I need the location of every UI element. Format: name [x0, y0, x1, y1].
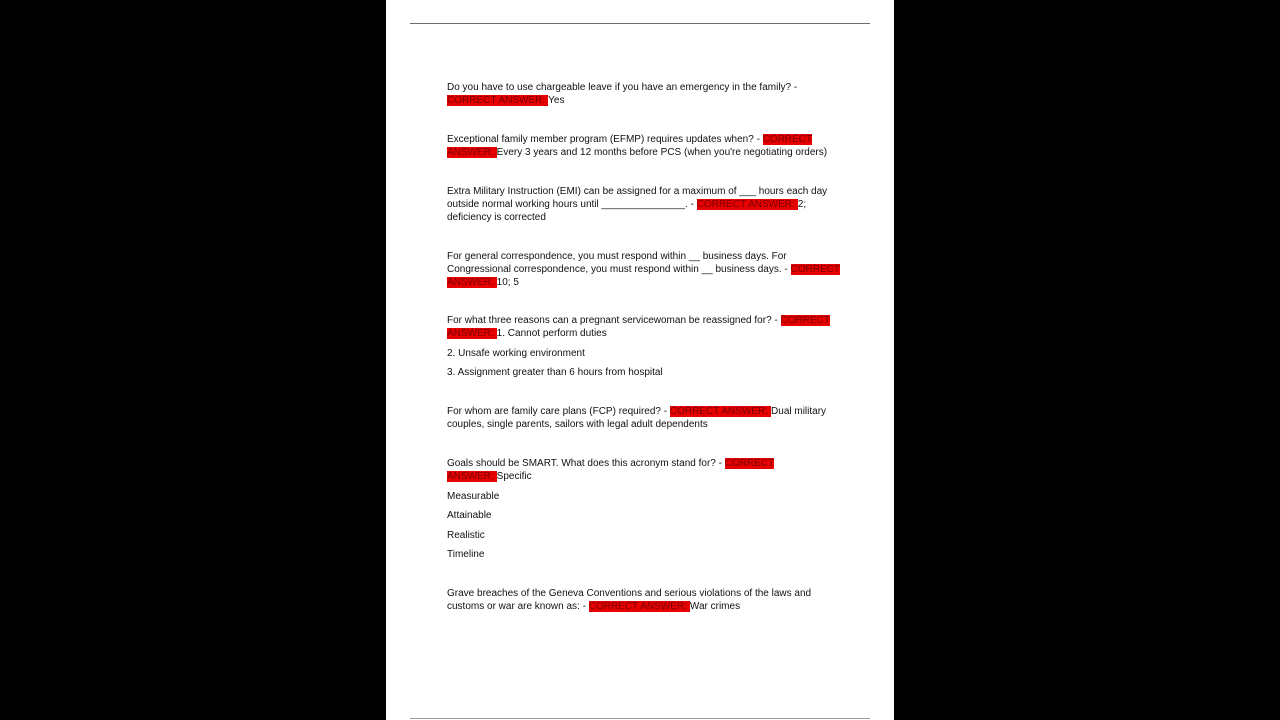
answer-line: Timeline	[447, 549, 485, 560]
answer-text: Specific	[496, 471, 532, 482]
question-text: Grave breaches of the Geneva Conventions and serious violations of the laws and customs or war are known as: - CORRECT ANSWER: War crimes	[447, 588, 812, 612]
question-text: Extra Military Instruction (EMI) can be assigned for a maximum of ___ hours each day outside normal working hours until _______________. - CORRECT ANSWER: 2; deficiency is corrected	[447, 186, 828, 223]
correct-answer-label: CORRECT ANSWER:	[447, 315, 830, 339]
top-divider	[410, 23, 870, 24]
correct-answer-label: CORRECT ANSWER:	[447, 134, 813, 158]
answer-text: Yes	[548, 95, 565, 106]
correct-answer-label: CORRECT ANSWER:	[697, 199, 798, 210]
question-text: Goals should be SMART. What does this acronym stand for? - CORRECT ANSWER: Specific	[447, 458, 775, 482]
qa-item-7	[447, 457, 847, 561]
answer-line: 3. Assignment greater than 6 hours from hospital	[447, 367, 663, 378]
answer-text: Dual military couples, single parents, sailors with legal adult dependents	[447, 406, 827, 430]
answer-line: 2. Unsafe working environment	[447, 347, 585, 359]
qa-item-4	[447, 250, 847, 289]
answer-line: Attainable	[447, 510, 492, 521]
qa-item-6	[447, 405, 847, 431]
correct-answer-label: CORRECT ANSWER:	[589, 601, 690, 612]
question-text: For what three reasons can a pregnant servicewoman be reassigned for? - CORRECT ANSWER: 1. Cannot perform duties	[447, 315, 830, 339]
answer-line: Measurable	[447, 490, 500, 502]
qa-item-3	[447, 185, 847, 224]
answer-line: Realistic	[447, 529, 485, 541]
qa-item-8	[447, 587, 847, 613]
question-text: Do you have to use chargeable leave if you have an emergency in the family? - CORRECT ANSWER: Yes	[447, 82, 798, 106]
correct-answer-label: CORRECT ANSWER:	[670, 406, 771, 417]
answer-text: 10; 5	[496, 277, 519, 288]
bottom-divider	[410, 718, 870, 719]
question-text: Exceptional family member program (EFMP) requires updates when? - CORRECT ANSWER: Every 3 years and 12 months before PCS (when you're negotiating orders)	[447, 134, 828, 158]
answer-text: 1. Cannot perform duties	[496, 328, 607, 339]
qa-item-2	[447, 133, 847, 159]
correct-answer-label: CORRECT ANSWER:	[447, 95, 548, 106]
question-text: For whom are family care plans (FCP) required? - CORRECT ANSWER: Dual military couples, single parents, sailors with legal adult dependents	[447, 406, 827, 430]
qa-item-1	[447, 81, 847, 107]
correct-answer-label: CORRECT ANSWER:	[447, 264, 840, 288]
answer-text: War crimes	[689, 601, 741, 612]
correct-answer-label: CORRECT ANSWER:	[447, 458, 775, 482]
question-text: For general correspondence, you must respond within __ business days. For Congressional correspondence, you must respond within __ business days. - CORRECT ANSWER: 10; 5	[447, 251, 840, 288]
answer-text: Every 3 years and 12 months before PCS (when you're negotiating orders)	[496, 147, 828, 158]
answer-text: 2; deficiency is corrected	[447, 199, 807, 223]
document-page	[386, 0, 894, 720]
qa-item-5	[447, 314, 847, 379]
